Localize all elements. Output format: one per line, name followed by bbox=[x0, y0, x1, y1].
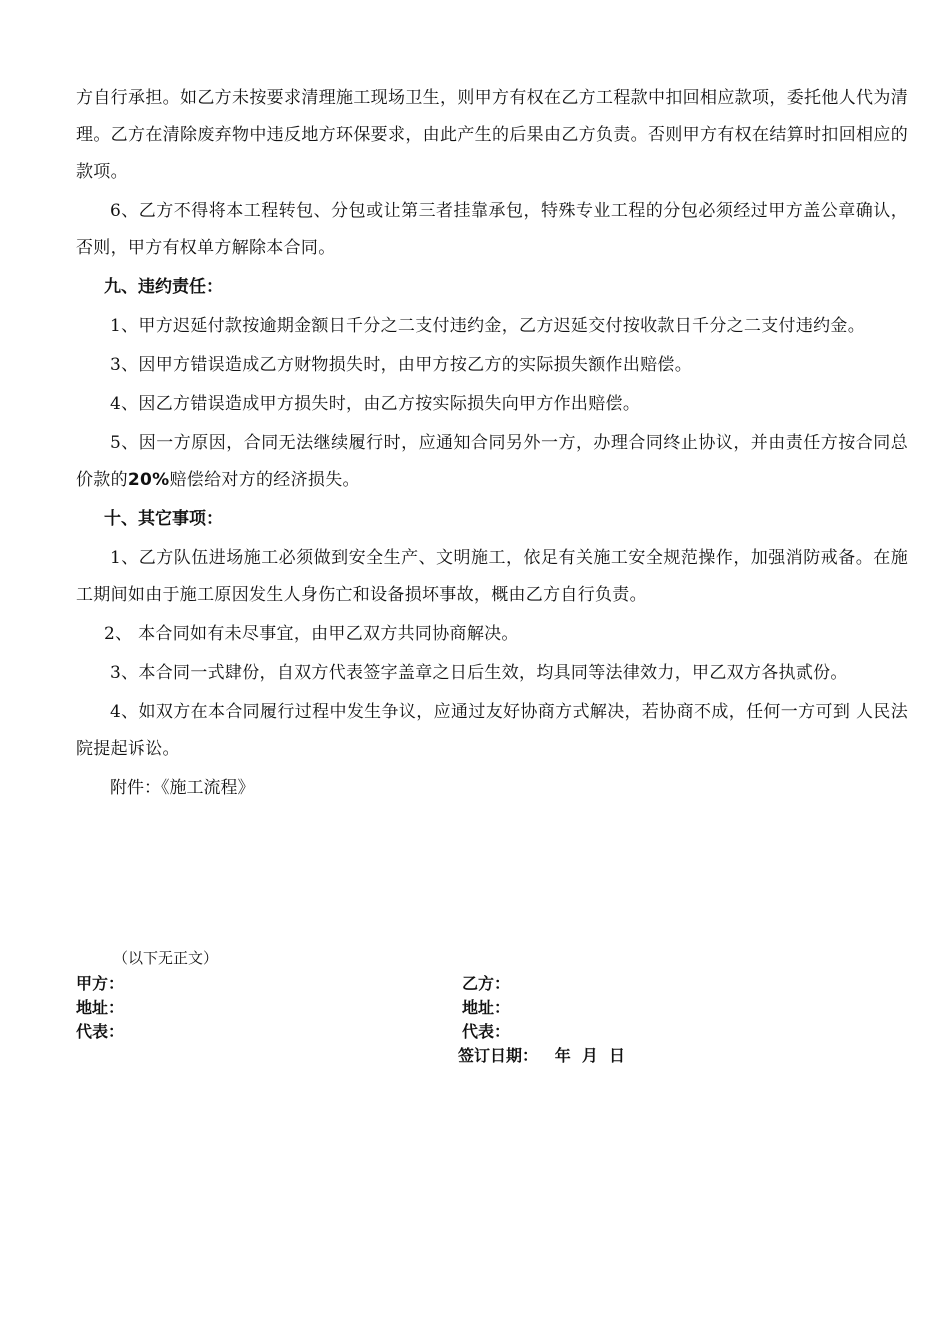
contract-body bbox=[76, 80, 908, 807]
clause-9-5-text-b: 赔偿给对方的经济损失。 bbox=[169, 470, 360, 490]
clause-9-5-percent: 20% bbox=[127, 470, 170, 490]
clause-9-3: 3、因甲方错误造成乙方财物损失时，由甲方按乙方的实际损失额作出赔偿。 bbox=[110, 355, 693, 375]
sign-date-label: 签订日期： 年 月 日 bbox=[458, 1046, 625, 1065]
clause-10-1: 1、乙方队伍进场施工必须做到安全生产、文明施工，依足有关施工安全规范操作，加强消防戒备。在施工期间如由于施工原因发生人身伤亡和设备损坏事故，概由乙方自行负责。 bbox=[76, 548, 908, 605]
clause-10-2: 2、 本合同如有未尽事宜，由甲乙双方共同协商解决。 bbox=[104, 624, 519, 644]
party-a-rep-label: 代表： bbox=[76, 1022, 125, 1041]
party-b-rep-label: 代表： bbox=[462, 1022, 511, 1041]
clause-9-4: 4、因乙方错误造成甲方损失时，由乙方按实际损失向甲方作出赔偿。 bbox=[110, 394, 641, 414]
no-more-text-note: （以下无正文） bbox=[113, 949, 219, 967]
clause-9-5 bbox=[76, 425, 908, 499]
party-a-address-label: 地址： bbox=[76, 998, 125, 1017]
clause-10-4: 4、如双方在本合同履行过程中发生争议，应通过友好协商方式解决，若协商不成，任何一方可到 人民法院提起诉讼。 bbox=[76, 702, 908, 759]
clause-9-5-text-a: 5、因一方原因，合同无法继续履行时，应通知合同另外一方，办理合同终止协议，并由责任方按合同总价款的 bbox=[76, 433, 908, 490]
party-b-address-label: 地址： bbox=[462, 998, 511, 1017]
party-b-label: 乙方： bbox=[462, 974, 511, 993]
section-10-heading: 十、其它事项： bbox=[104, 509, 223, 529]
party-a-label: 甲方： bbox=[76, 974, 125, 993]
clause-9-1: 1、甲方迟延付款按逾期金额日千分之二支付违约金，乙方迟延交付按收款日千分之二支付违约金。 bbox=[110, 316, 866, 336]
paragraph-continuation: 方自行承担。如乙方未按要求清理施工现场卫生，则甲方有权在乙方工程款中扣回相应款项，委托他人代为清理。乙方在清除废弃物中违反地方环保要求，由此产生的后果由乙方负责。否则甲方有权在结算时扣回相应的款项。 bbox=[76, 88, 908, 182]
clause-8-6: 6、乙方不得将本工程转包、分包或让第三者挂靠承包，特殊专业工程的分包必须经过甲方盖公章确认，否则，甲方有权单方解除本合同。 bbox=[76, 201, 908, 258]
clause-10-3: 3、本合同一式肆份，自双方代表签字盖章之日后生效，均具同等法律效力，甲乙双方各执贰份。 bbox=[110, 663, 848, 683]
attachment-note: 附件：《施工流程》 bbox=[110, 778, 255, 798]
section-9-heading: 九、违约责任： bbox=[104, 277, 223, 297]
